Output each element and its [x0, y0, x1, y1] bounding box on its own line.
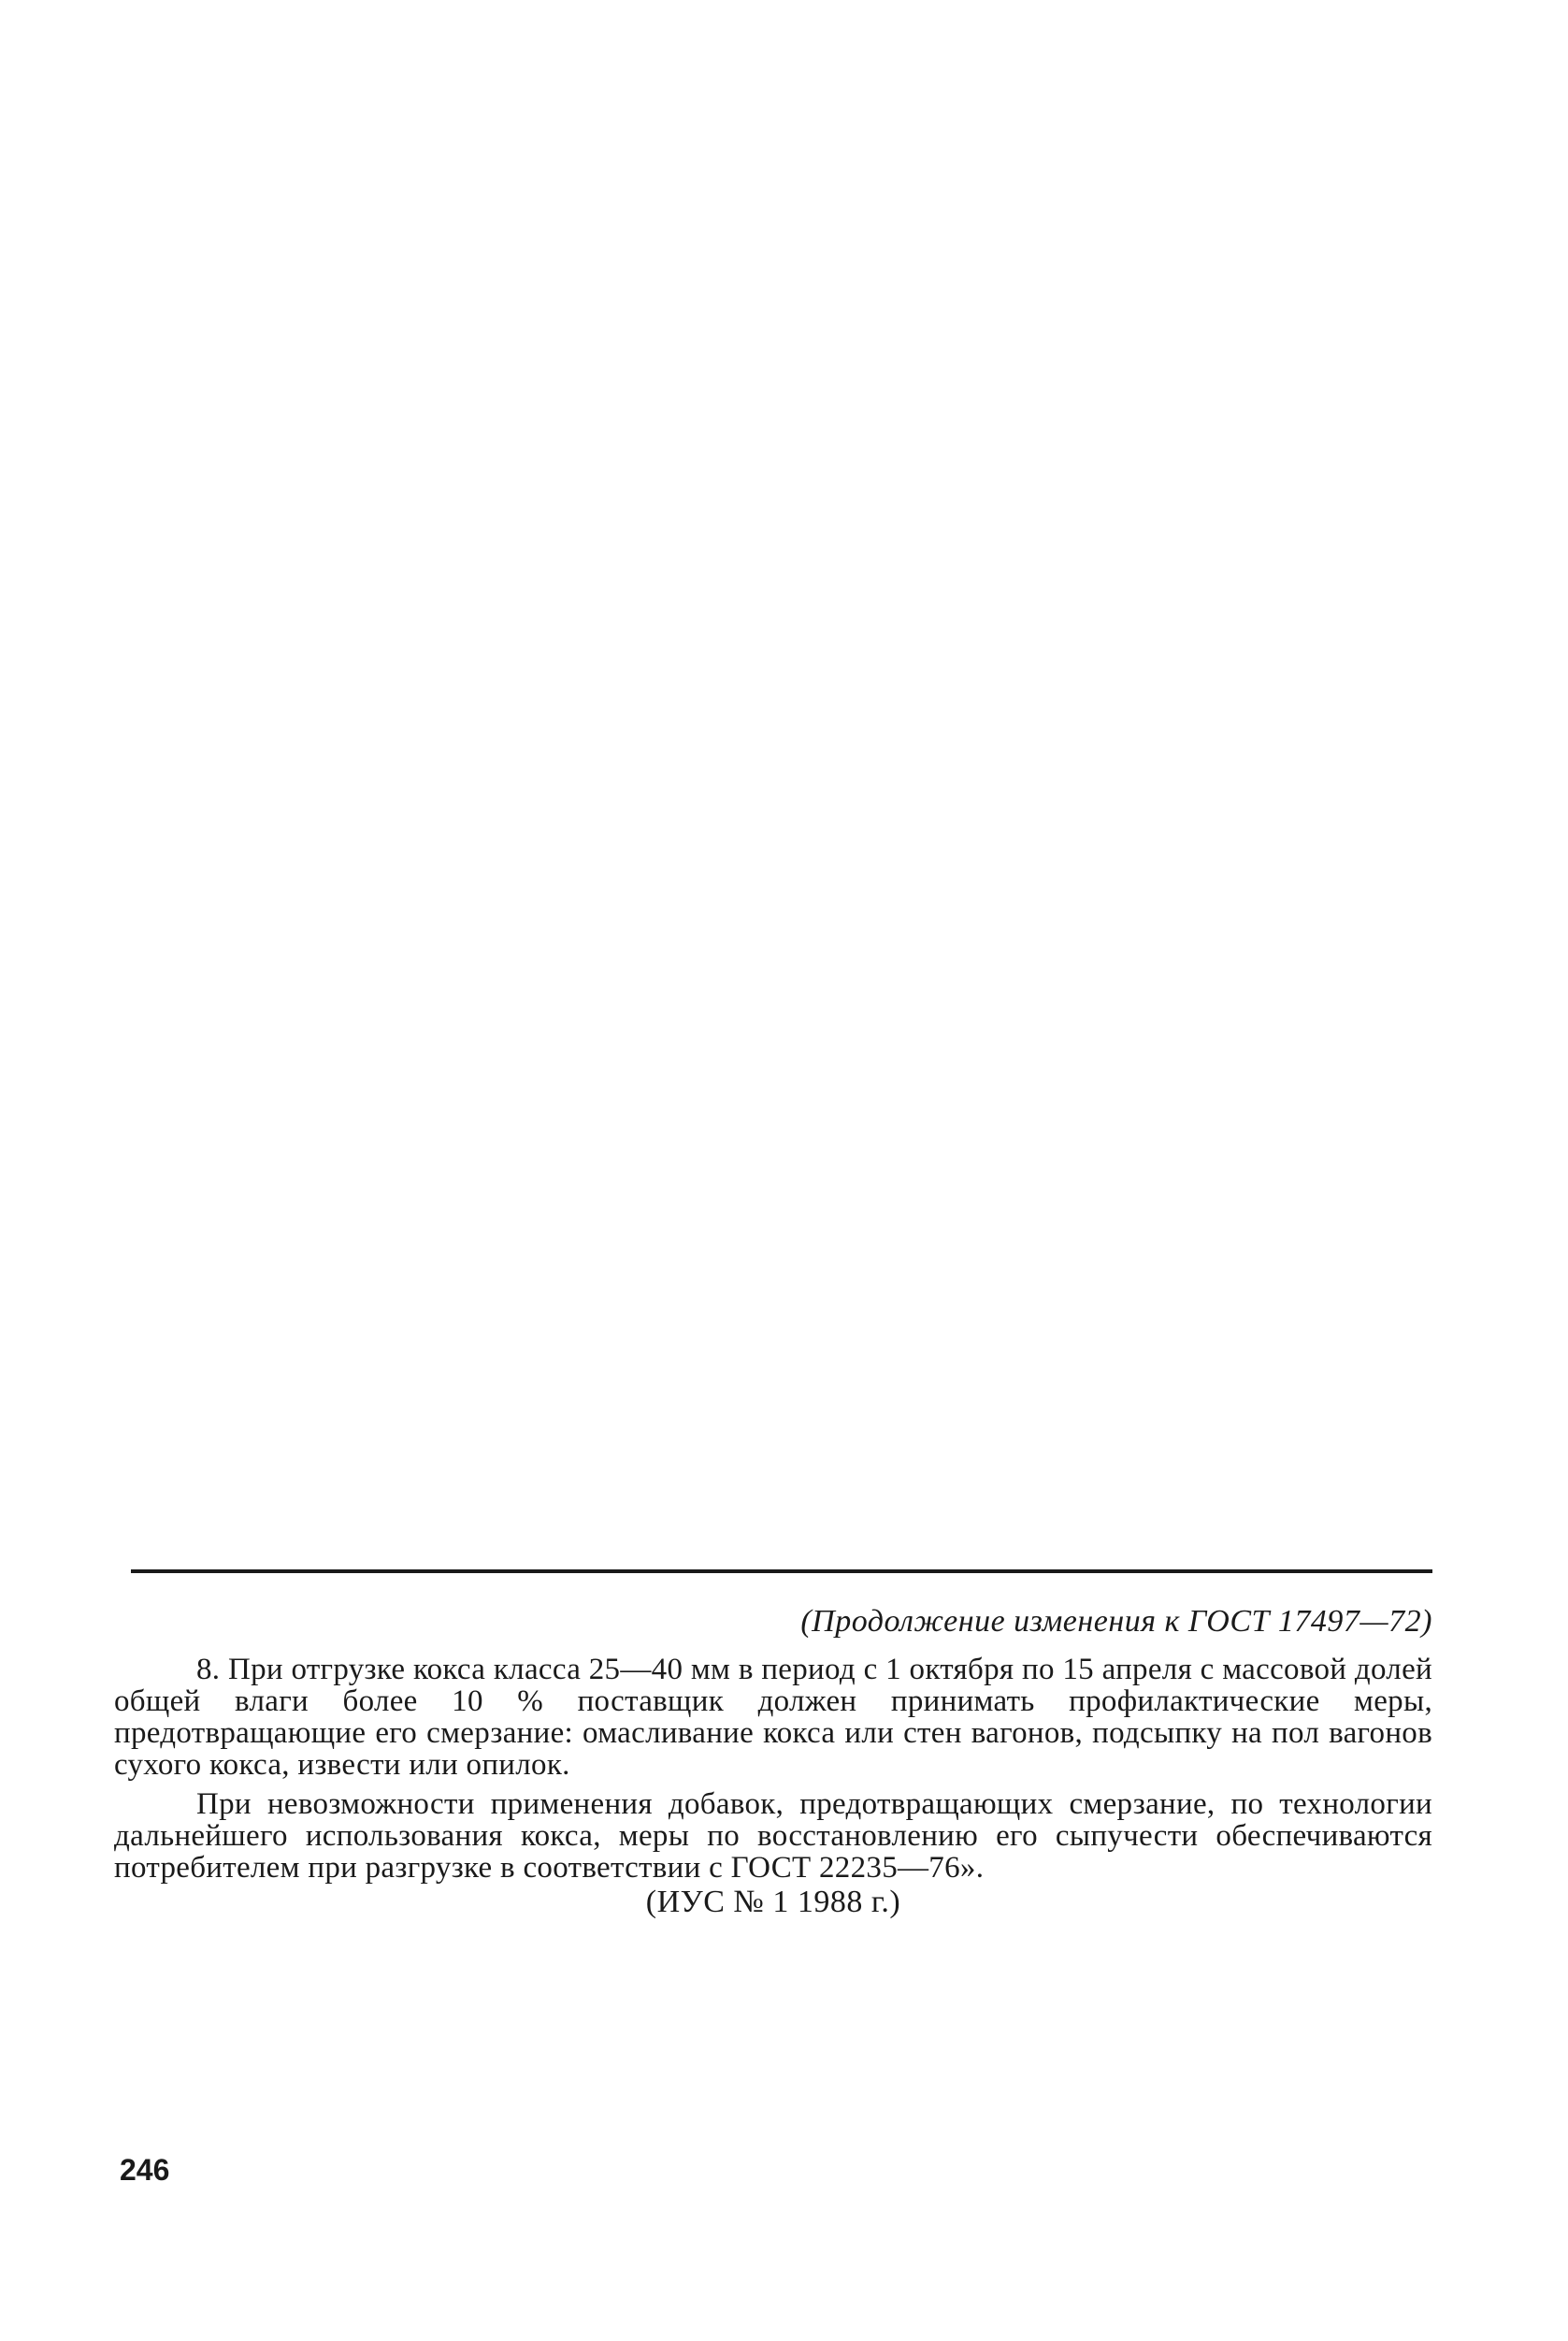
ius-reference: (ИУС № 1 1988 г.) [645, 1885, 901, 1919]
continuation-heading: (Продолжение изменения к ГОСТ 17497—72) [800, 1604, 1432, 1639]
paragraph-impossibility: При невозможности применения добавок, предотвращающих смерзание, по технологии дальнейшего использования кокса, меры по восстановлению его сыпучести обеспечиваются потребителем при разгрузке в соответствии с ГОСТ 22235—76». [114, 1787, 1432, 1885]
page-number: 246 [120, 2153, 170, 2187]
paragraph-item-8: 8. При отгрузке кокса класса 25—40 мм в период с 1 октября по 15 апреля с массовой долей общей влаги более 10 % поставщик должен принимать профилактические меры, предотвращающие его смерзание: омасливание кокса или стен вагонов, подсыпку на пол вагонов сухого кокса, извести или опилок. [114, 1653, 1432, 1782]
header-rule [131, 1569, 1432, 1573]
amendment-body [114, 1654, 1432, 1891]
